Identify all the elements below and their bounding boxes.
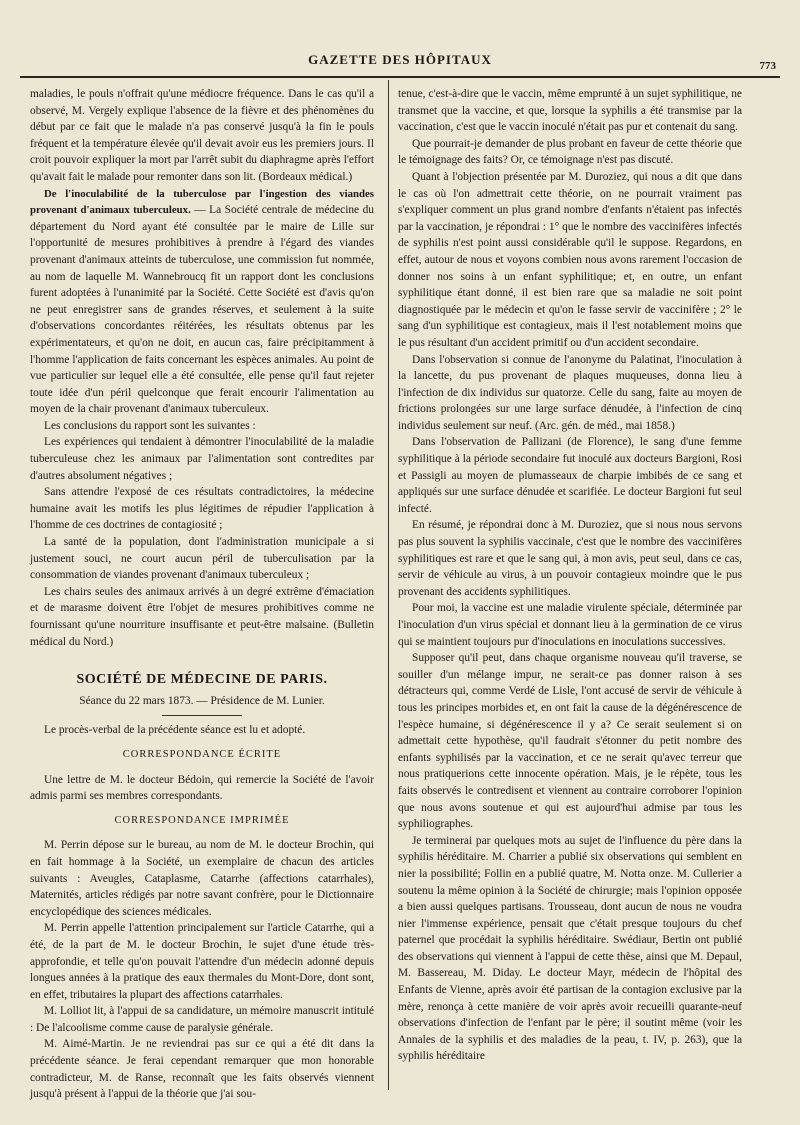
- article-paragraph: [30, 186, 374, 418]
- article-title: De l'inoculabilité de la tuberculose par l'ingestion des viandes provenant d'animaux tuberculeux.: [30, 187, 374, 217]
- paragraph: En résumé, je répondrai donc à M. Duroziez, que si nous nous servons pas plus souvent la syphilis vaccinale, c'est que le nombre des vaccinifères syphilitiques est rare et que le sang qui, à mon avis, peut seul, dans ce cas, servir de véhicule au virus, à un pouvoir contagieux moindre que le pus provenant des accidents syphilitiques.: [398, 519, 742, 598]
- left-column: [30, 86, 374, 1103]
- paragraph: Quant à l'objection présentée par M. Duroziez, qui nous a dit que dans le cas où l'on admettrait cette théorie, on ne pourrait vraiment pas s'expliquer comment un plus grand nombre d'enfants n'étaient pas infectés par la vaccination, je répondrai : 1° que le nombre des vaccinifères infectés de syphilis n'est point aussi considérable qu'il le suppose. Regardons, en effet, autour de nous et voyons combien nous avons rarement l'occasion de donner nos soins à un enfant syphilitique; et, en outre, un enfant syphilitique étant donné, il est bien rare que sa maladie ne soit point diagnostiquée par le médecin et qu'on le fasse servir de vaccinifère ; 2° le sang d'un syphilitique est contagieux, mais il l'est notablement moins que le pus résultant d'un accident primitif ou d'un accident secondaire.: [398, 170, 742, 349]
- paragraph: Une lettre de M. le docteur Bédoin, qui remercie la Société de l'avoir admis parmi ses membres correspondants.: [30, 773, 374, 803]
- paragraph: Dans l'observation si connue de l'anonyme du Palatinat, l'inoculation à la lancette, du pus provenant de plaques muqueuses, donna lieu à l'infection de dix individus sur quatorze. Celle du sang, faite au moyen de frictions prolongées sur une large surface dénudée, à l'infection de cinq individus seulement sur neuf. (Arc. gén. de méd., mai 1858.): [398, 353, 742, 432]
- right-column: [398, 86, 742, 1065]
- paragraph: Je terminerai par quelques mots au sujet de l'influence du père dans la syphilis héréditaire. M. Charrier a publié six observations qui semblent en nier la possibilité; Follin en a publié quatre, M. Notta onze. M. Cullerier a soutenu la même opinion à la Société de chirurgie; mais l'opinion opposée a bien aussi quelques partisans. Trousseau, dont aucun de nous ne voudra nier l'immense expérience, pensait que c'était presque toujours du chef paternel que procédait la syphilis héréditaire. Swédiaur, Bertin ont publié des observations qui viennent à l'appui de cette thèse, ainsi que M. Depaul, M. Bassereau, M. Diday. Le docteur Mayr, médecin de l'hôpital des Enfants de Vienne, après avoir été partisan de la contagion exclusive par la mère, renonça à cette manière de voir après avoir recueilli quarante-neuf observations d'infection de l'enfant par le père; il soutint même (voir les Annales de la syphilis et des maladies de la peau, t. IV, p. 263), que la syphilis héréditaire: [398, 834, 742, 1063]
- section-heading: CORRESPONDANCE IMPRIMÉE: [114, 814, 290, 826]
- paragraph: M. Aimé-Martin. Je ne reviendrai pas sur ce qui a été dit dans la précédente séance. Je ferai cependant remarquer que mon honorable contradicteur, M. de Ranse, reconnaît que les faits observés viennent jusqu'à présent à l'appui de la théorie que j'ai sou-: [30, 1038, 374, 1101]
- paragraph: Les expériences qui tendaient à démontrer l'inoculabilité de la maladie tuberculeuse chez les animaux par l'alimentation sont contredites par d'autres absolument négatives ;: [30, 436, 374, 482]
- paragraph: Les conclusions du rapport sont les suivantes :: [44, 419, 256, 432]
- paragraph: Supposer qu'il peut, dans chaque organisme nouveau qu'il traverse, se souiller d'un mélange impur, ne serait-ce pas donner raison à ses détracteurs qui, comme Verdé de Lisle, l'ont accusé de servir de véhicule à tous les principes morbides et, en ont fait la cause de la dégénérescence de l'espèce humaine, si dégénérescence il y a? Ce serait seulement si on admettait cette hypothèse, qu'il faudrait s'étonner du petit nombre des enfants syphilisés par la vaccination, et ce ne serait qu'avec terreur que nous pratiquerions cette innocente opération. Mais, je le répète, tous les faits observés le contredisent et viennent au contraire corroborer l'opinion que nous avons soutenue et qui est aujourd'hui admise par tous les syphiliographes.: [398, 652, 742, 831]
- paragraph: M. Perrin dépose sur le bureau, au nom de M. le docteur Brochin, qui en fait hommage à la Société, un exemplaire de chacun des articles suivants : Aveugles, Cataplasme, Catarrhe (affections catarrhales), Maternités, articles rédigés par notre savant confrère, pour le Dictionnaire encyclopédique des sciences médicales.: [30, 839, 374, 918]
- paragraph: Pour moi, la vaccine est une maladie virulente spéciale, déterminée par l'inoculation d'un virus spécial et donnant lieu à la germination de ce virus qui se maintient toujours pur d'inoculations en inoculations successives.: [398, 602, 742, 648]
- seance-line: Séance du 22 mars 1873. — Présidence de M. Lunier.: [79, 694, 325, 707]
- paragraph: M. Perrin appelle l'attention principalement sur l'article Catarrhe, qui a été, de la part de M. le docteur Brochin, le sujet d'une étude très-approfondie, et telle qu'on pouvait l'attendre d'un médecin adonné depuis longues années à la pratique des eaux thermales du Mont-Dore, dont sont, en effet, tributaires la plupart des affections catarrhales.: [30, 922, 374, 1001]
- paragraph: tenue, c'est-à-dire que le vaccin, même emprunté à un sujet syphilitique, ne transmet que la vaccine, et que, lorsque la syphilis a été transmise par la vaccination, c'est que le vaccin inoculé n'était pas pur et contenait du sang.: [398, 88, 742, 134]
- paragraph: Sans attendre l'exposé de ces résultats contradictoires, la médecine humaine avait les motifs les plus légitimes de répudier l'application à l'homme de ces doctrines de contagiosité ;: [30, 486, 374, 532]
- column-divider: [388, 80, 389, 1090]
- section-heading: CORRESPONDANCE ÉCRITE: [122, 748, 282, 760]
- divider: [162, 715, 242, 716]
- paragraph: Que pourrait-je demander de plus probant en faveur de cette théorie que le témoignage des faits? Or, ce témoignage n'est pas discuté.: [398, 137, 742, 167]
- page-header: [20, 52, 780, 78]
- paragraph: Le procès-verbal de la précédente séance est lu et adopté.: [44, 724, 306, 737]
- paragraph: M. Lolliot lit, à l'appui de sa candidature, un mémoire manuscrit intitulé : De l'alcoolisme comme cause de paralysie générale.: [30, 1005, 374, 1034]
- paragraph: La santé de la population, dont l'administration municipale a si justement souci, ne court aucun péril de tuberculisation par la consommation de viandes provenant d'animaux tuberculeux ;: [30, 536, 374, 582]
- paragraph: Dans l'observation de Pallizani (de Florence), le sang d'une femme syphilitique à la période secondaire fut inoculé aux docteurs Bargioni, Rosi et Passigli au moyen de plumasseaux de charpie imbibés de ce sang et appliqués sur une surface dénudée et scarifiée. Le docteur Bargioni fut seul infecté.: [398, 436, 742, 515]
- journal-title: GAZETTE DES HÔPITAUX: [308, 52, 492, 67]
- article-body: — La Société centrale de médecine du département du Nord ayant été consultée par le maire de Lille sur l'opportunité de mesures prohibitives à prendre à l'égard des viandes provenant d'animaux atteints de tuberculose, une commission fut nommée, au nom de laquelle M. Wannebroucq fit un rapport dont les conclusions furent adoptées à l'unanimité par la Société. Cette Société est d'avis qu'on ne peut enregistrer sans de grandes réserves, et seulement à la suite d'observations concordantes réitérées, les résultats obtenus par les expérimentateurs, et qu'on ne doit, en aucun cas, faire précipitamment à l'homme l'application de faits concernant les espèces animales. Au point de vue particulier sur lequel elle a été consultée, elle pense qu'il faut rejeter toute idée d'un péril quelconque que ferait encourir l'alimentation au moyen de la chair provenant d'animaux tuberculeux.: [30, 204, 374, 416]
- society-title: SOCIÉTÉ DE MÉDECINE DE PARIS.: [76, 672, 328, 688]
- paragraph: Les chairs seules des animaux arrivés à un degré extrême d'émaciation et de marasme doivent être l'objet de mesures prohibitives comme ne fournissant qu'une nourriture insuffisante et peut-être malsaine. (Bulletin médical du Nord.): [30, 585, 374, 648]
- paragraph: maladies, le pouls n'offrait qu'une médiocre fréquence. Dans le cas qu'il a observé, M. Vergely explique l'absence de la fièvre et des phénomènes du début par ce fait que le malade n'a pas conservé jusqu'à la fin le pouls fréquent et la température élevée qu'il devait avoir eus les premiers jours. Il croit pouvoir expliquer la mort par l'arrêt subit du diaphragme après l'effort qu'avait fait le malade pour remonter dans son lit. (Bordeaux médical.): [30, 88, 374, 183]
- page-number: 773: [759, 60, 776, 72]
